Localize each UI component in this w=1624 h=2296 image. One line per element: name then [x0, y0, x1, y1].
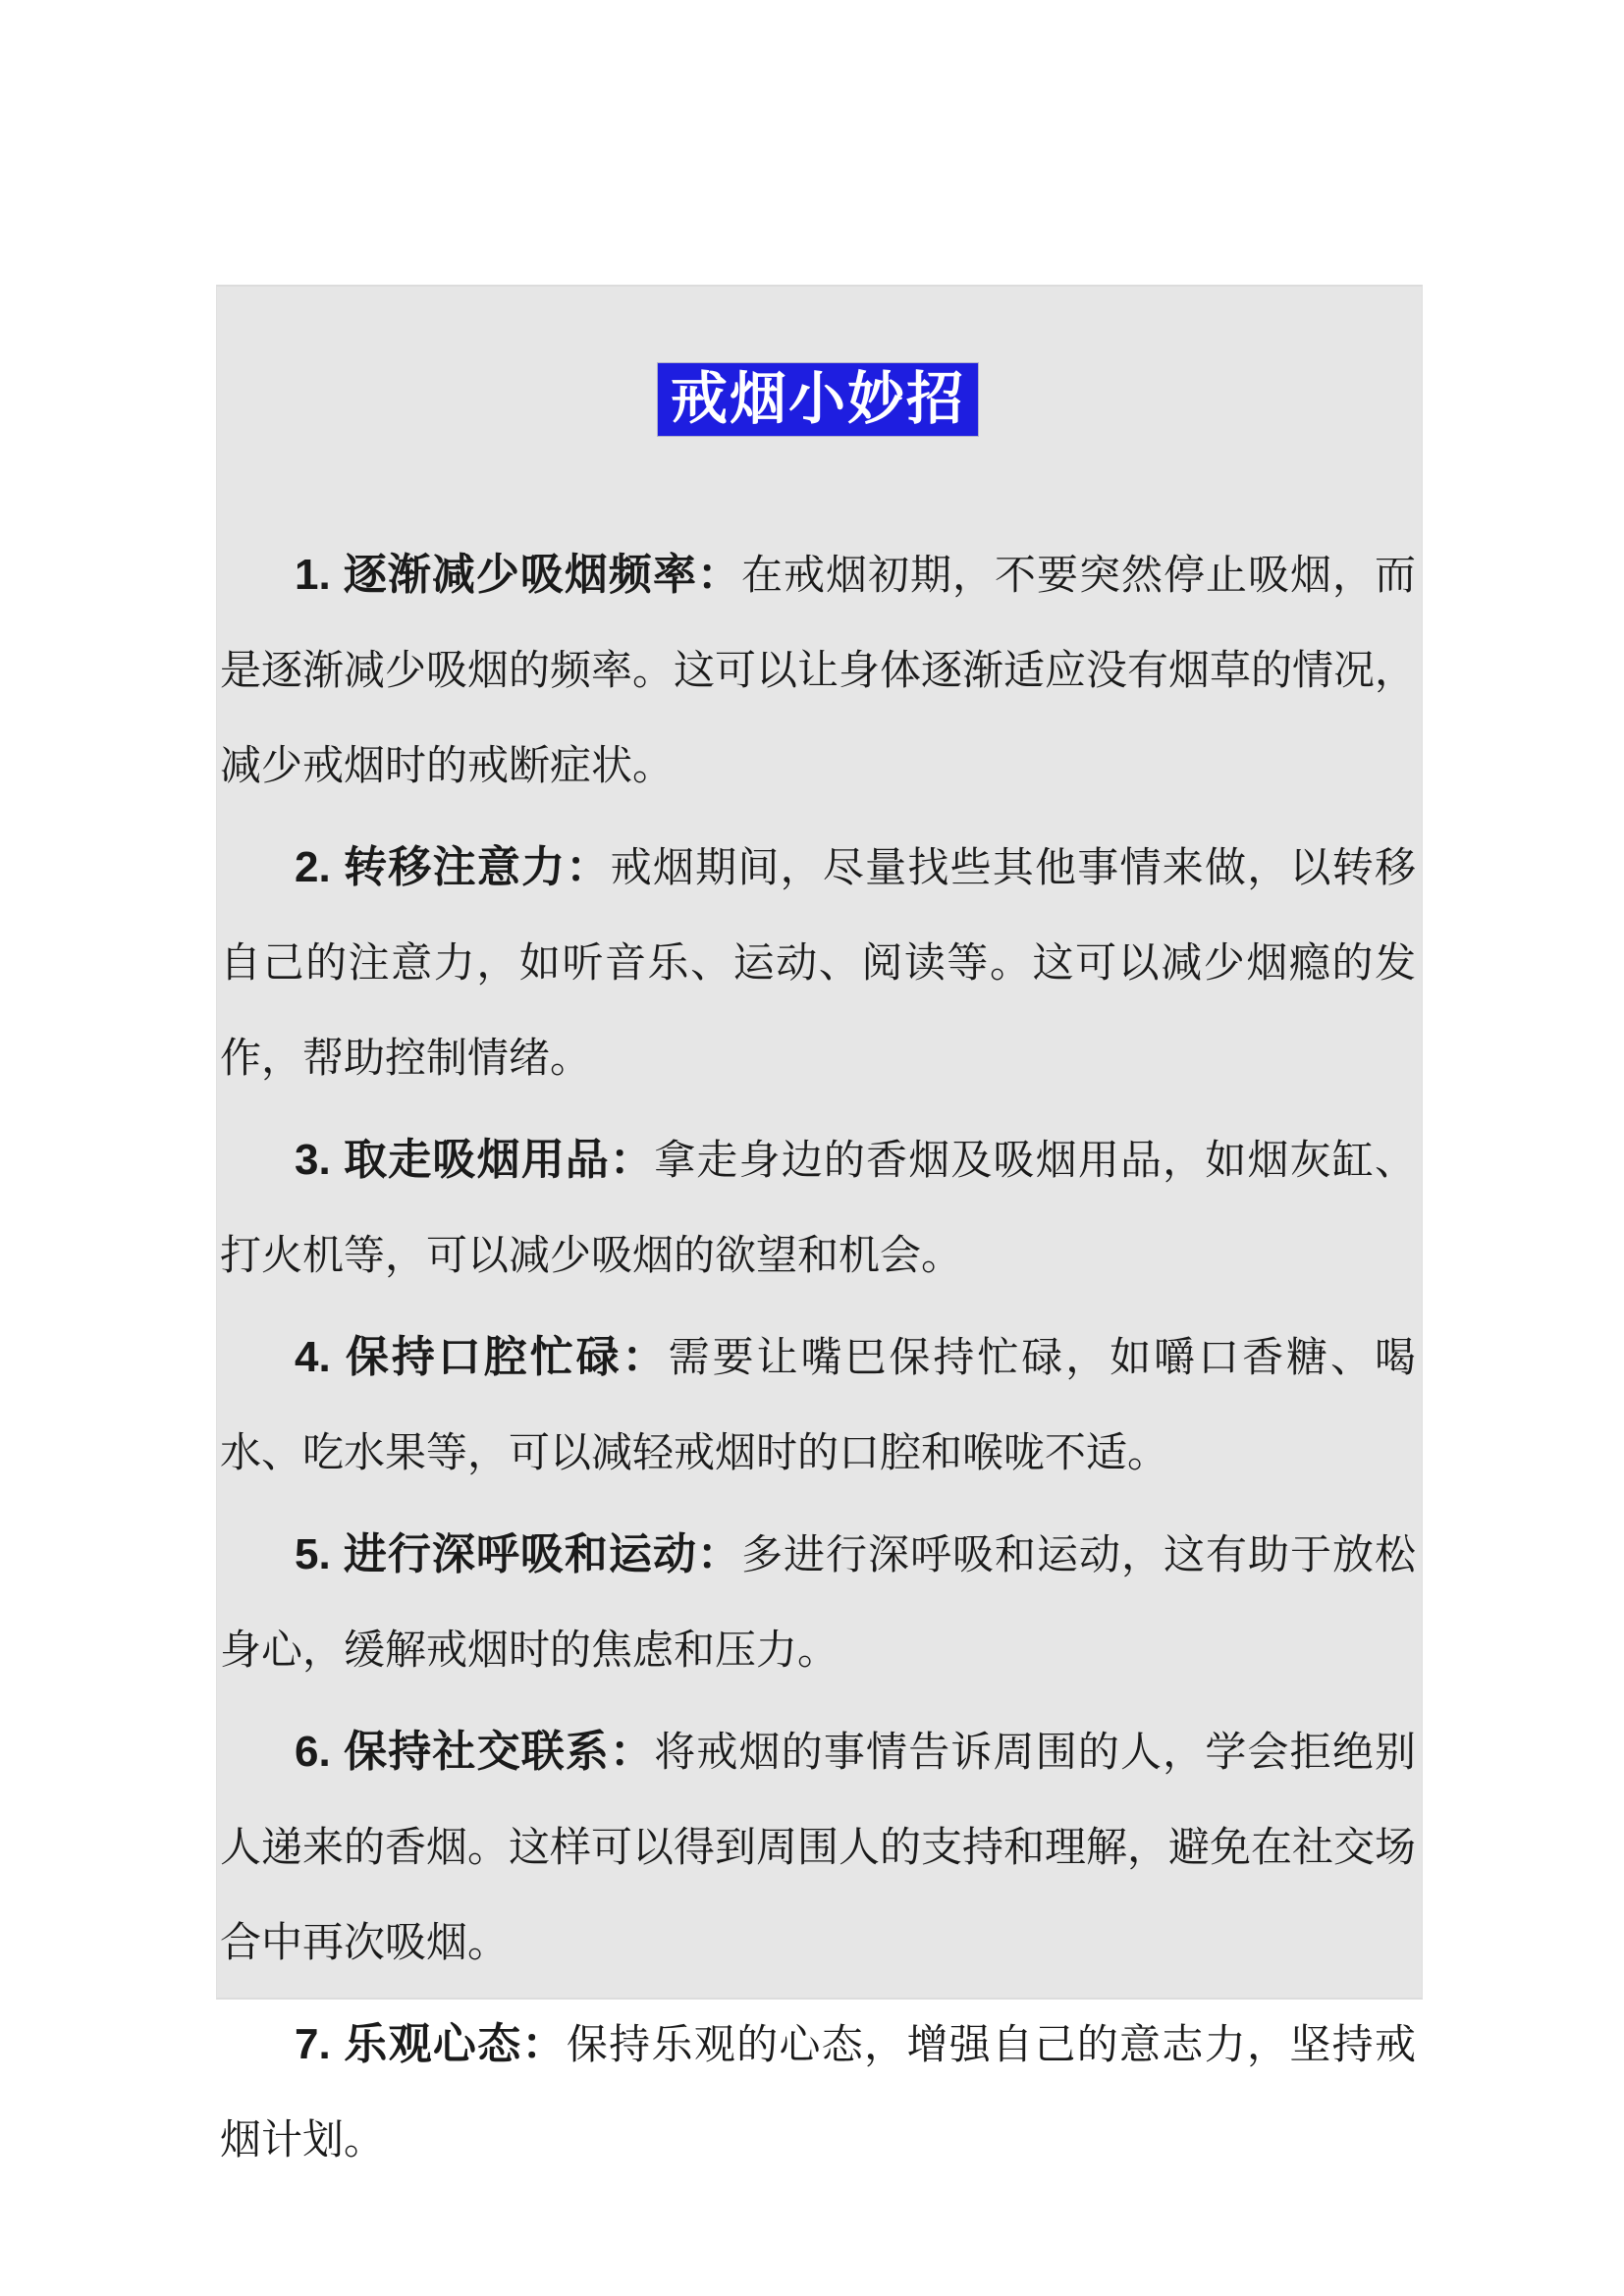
document-image: [216, 285, 1423, 2163]
title-row: [220, 363, 1416, 437]
tip-lead-7: 7. 乐观心态：: [295, 2020, 567, 2068]
tip-lead-3: 3. 取走吸烟用品：: [295, 1136, 655, 1184]
tip-text-6: 将戒烟的事情告诉周围的人，学会拒绝别人递来的香烟。这样可以得到周围人的支持和理解，避免在社交场合中再次吸烟。: [220, 1731, 1417, 1966]
tip-text-3: 拿走身边的香烟及吸烟用品，如烟灰缸、打火机等，可以减少吸烟的欲望和机会。: [220, 1139, 1416, 1279]
tip-lead-1: 1. 逐渐减少吸烟频率：: [295, 551, 741, 599]
tip-text-4: 需要让嘴巴保持忙碌，如嚼口香糖、喝水、吃水果等，可以减轻戒烟时的口腔和喉咙不适。: [220, 1336, 1416, 1476]
tip-text-2: 戒烟期间，尽量找些其他事情来做，以转移自己的注意力，如听音乐、运动、阅读等。这可以减少烟瘾的发作，帮助控制情绪。: [220, 846, 1416, 1082]
tip-paragraph-5: [220, 1507, 1416, 1699]
tip-lead-6: 6. 保持社交联系：: [295, 1728, 655, 1776]
tip-paragraph-4: [220, 1309, 1416, 1502]
tip-paragraph-7: [220, 1997, 1416, 2189]
tips-list: [220, 527, 1416, 2189]
tip-paragraph-3: [220, 1112, 1416, 1305]
tip-text-5: 多进行深呼吸和运动，这有助于放松身心，缓解戒烟时的焦虑和压力。: [220, 1533, 1416, 1674]
tip-paragraph-1: [220, 527, 1416, 815]
tip-text-7: 保持乐观的心态，增强自己的意志力，坚持戒烟计划。: [220, 2023, 1416, 2163]
tip-lead-5: 5. 进行深呼吸和运动：: [295, 1530, 741, 1578]
tip-lead-4: 4. 保持口腔忙碌：: [295, 1333, 669, 1381]
tip-paragraph-6: [220, 1704, 1416, 1992]
doc-title: 戒烟小妙招: [658, 363, 978, 436]
tip-lead-2: 2. 转移注意力：: [295, 843, 611, 891]
tip-text-1: 在戒烟初期，不要突然停止吸烟，而是逐渐减少吸烟的频率。这可以让身体逐渐适应没有烟草的情况，减少戒烟时的戒断症状。: [220, 554, 1417, 789]
tip-paragraph-2: [220, 820, 1416, 1107]
